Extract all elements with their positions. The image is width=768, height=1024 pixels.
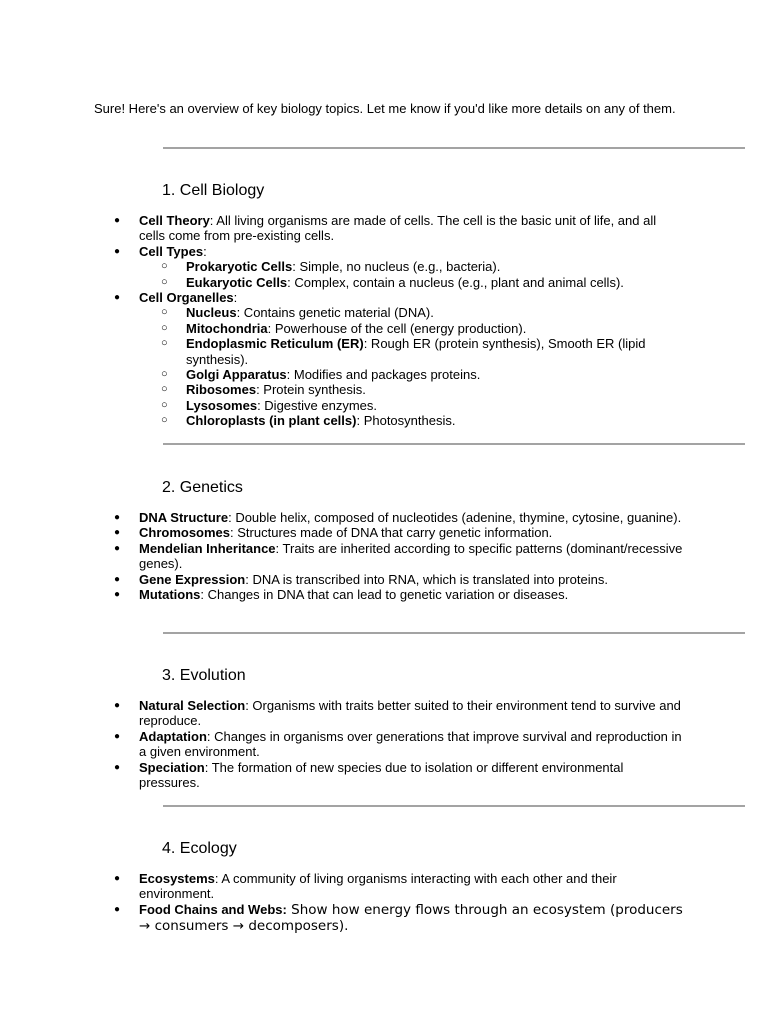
term: Chloroplasts (in plant cells) xyxy=(186,413,357,429)
sub-list-item xyxy=(139,367,684,382)
genetics-list xyxy=(114,510,684,602)
term: Cell Types xyxy=(139,243,204,259)
description: : Rough ER (protein synthesis), Smooth ER (lipid synthesis). xyxy=(186,336,646,367)
term: Golgi Apparatus xyxy=(186,367,287,383)
term: Ribosomes xyxy=(186,382,257,398)
term: Food Chains and Webs: xyxy=(139,901,287,917)
sub-list-item xyxy=(139,321,684,336)
section-heading-genetics: 2. Genetics xyxy=(162,479,243,496)
term: Mitochondria xyxy=(186,320,268,336)
sub-list-item xyxy=(139,382,684,397)
list-item xyxy=(114,572,684,587)
description: : Changes in DNA that can lead to genetic variation or diseases. xyxy=(200,587,569,603)
description: : Changes in organisms over generations that improve survival and reproduction in a given environment. xyxy=(139,728,682,760)
description: : Organisms with traits better suited to their environment tend to survive and reproduce. xyxy=(139,698,681,729)
description: : xyxy=(203,243,207,259)
divider xyxy=(163,805,745,807)
divider xyxy=(163,443,745,445)
description: : Digestive enzymes. xyxy=(257,397,377,413)
description: : Photosynthesis. xyxy=(356,413,456,429)
sub-list xyxy=(139,305,684,428)
term: Cell Theory xyxy=(139,213,210,228)
list-item xyxy=(114,760,684,791)
description: : Complex, contain a nucleus (e.g., plant and animal cells). xyxy=(287,274,624,290)
description: : Double helix, composed of nucleotides (adenine, thymine, cytosine, guanine). xyxy=(228,510,682,525)
term: Gene Expression xyxy=(139,571,246,587)
description: : Powerhouse of the cell (energy production). xyxy=(267,320,527,336)
sub-list-item xyxy=(139,259,684,274)
term: Lysosomes xyxy=(186,397,258,413)
list-item xyxy=(114,525,684,540)
term: Endoplasmic Reticulum (ER) xyxy=(186,336,364,352)
description: : Structures made of DNA that carry genetic information. xyxy=(230,525,553,541)
sub-list-item xyxy=(139,398,684,413)
ecology-list xyxy=(114,871,684,935)
description: : A community of living organisms interacting with each other and their environment. xyxy=(139,871,617,902)
intro-text: Sure! Here's an overview of key biology topics. Let me know if you'd like more details on any of them. xyxy=(94,101,676,116)
term: Adaptation xyxy=(139,728,207,744)
description: : All living organisms are made of cells. The cell is the basic unit of life, and all cells come from pre-existing cells. xyxy=(139,213,657,244)
term: DNA Structure xyxy=(139,510,229,525)
sub-list-item xyxy=(139,275,684,290)
description: : Contains genetic material (DNA). xyxy=(236,305,434,321)
list-item xyxy=(114,290,684,429)
description: : Modifies and packages proteins. xyxy=(286,367,481,383)
term: Cell Organelles xyxy=(139,290,234,306)
description: : Protein synthesis. xyxy=(256,382,366,398)
term: Chromosomes xyxy=(139,525,231,541)
list-item xyxy=(114,213,684,244)
list-item xyxy=(114,541,684,572)
description: : The formation of new species due to isolation or different environmental pressures. xyxy=(139,759,624,791)
list-item xyxy=(114,510,684,525)
divider xyxy=(163,632,745,634)
section-heading-evolution: 3. Evolution xyxy=(162,667,246,684)
section-heading-ecology: 4. Ecology xyxy=(162,840,237,857)
list-item xyxy=(114,729,684,760)
sub-list-item xyxy=(139,305,684,320)
sub-list-item xyxy=(139,336,684,367)
sub-list-item xyxy=(139,413,684,428)
description: : xyxy=(233,290,238,306)
term: Speciation xyxy=(139,759,205,775)
term: Prokaryotic Cells xyxy=(186,259,293,275)
description: : Traits are inherited according to specific patterns (dominant/recessive genes). xyxy=(139,540,683,572)
term: Eukaryotic Cells xyxy=(186,274,288,290)
description: : Simple, no nucleus (e.g., bacteria). xyxy=(292,259,501,275)
description: Show how energy flows through an ecosystem (producers → consumers → decomposers). xyxy=(139,901,683,935)
description: : DNA is transcribed into RNA, which is translated into proteins. xyxy=(245,571,608,587)
term: Ecosystems xyxy=(139,871,215,886)
list-item xyxy=(114,698,684,729)
evolution-list xyxy=(114,698,684,790)
list-item xyxy=(114,871,684,902)
term: Mutations xyxy=(139,587,201,603)
cell-biology-list xyxy=(114,213,684,429)
list-item xyxy=(114,902,684,935)
term: Natural Selection xyxy=(139,698,246,713)
list-item xyxy=(114,587,684,602)
sub-list xyxy=(139,259,684,290)
section-heading-cell-biology: 1. Cell Biology xyxy=(162,182,265,199)
list-item xyxy=(114,244,684,290)
term: Nucleus xyxy=(186,305,237,321)
term: Mendelian Inheritance xyxy=(139,540,276,556)
divider xyxy=(163,147,745,149)
